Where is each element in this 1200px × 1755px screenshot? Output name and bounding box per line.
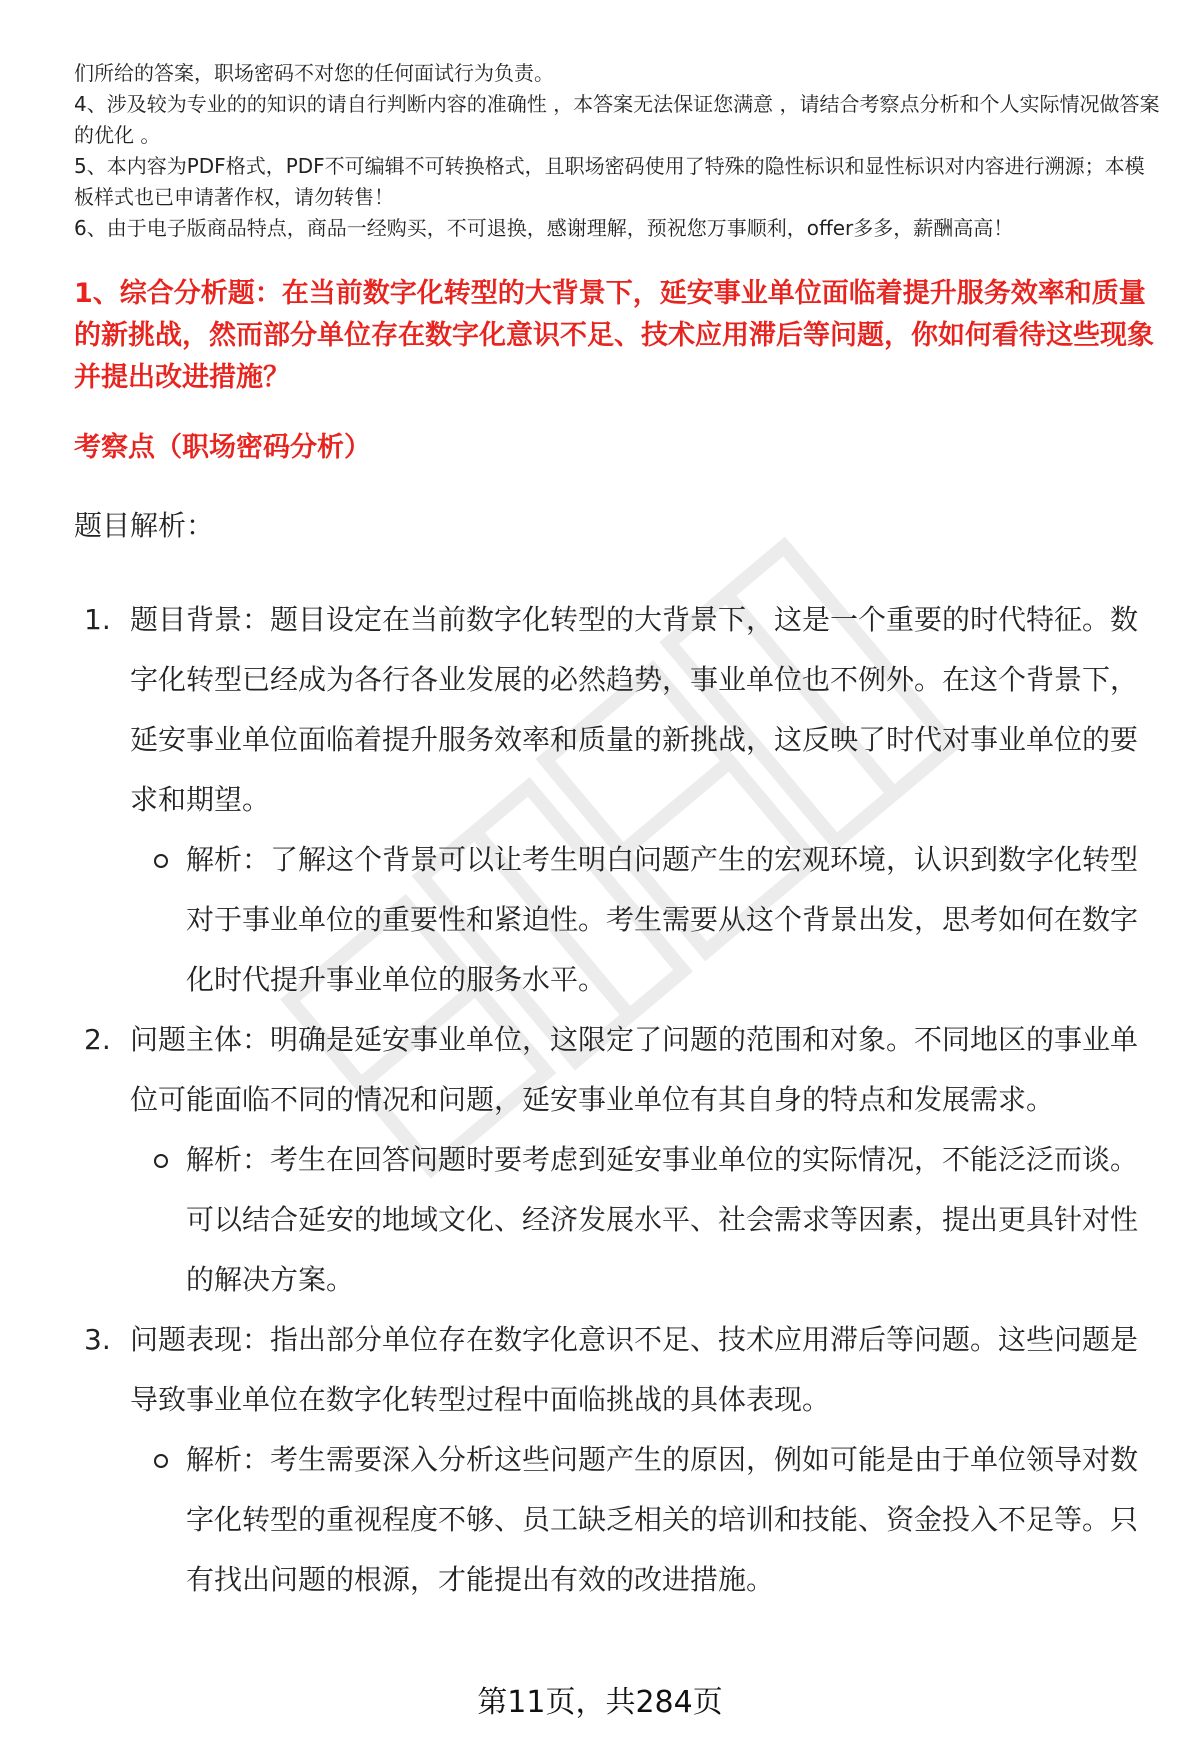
list-item-text: 题目背景：题目设定在当前数字化转型的大背景下，这是一个重要的时代特征。数字化转型已经成为各行各业发展的必然趋势，事业单位也不例外。在这个背景下，延安事业单位面临着提升服务效率和质量的新挑战，这反映了时代对事业单位的要求和期望。 <box>130 603 1139 816</box>
list-item-number: 1. <box>84 603 111 636</box>
list-item-text: 问题主体：明确是延安事业单位，这限定了问题的范围和对象。不同地区的事业单位可能面临不同的情况和问题，延安事业单位有其自身的特点和发展需求。 <box>130 1023 1139 1116</box>
analysis-heading: 题目解析： <box>74 509 215 542</box>
notes-block <box>74 58 1164 244</box>
circle-bullet-icon <box>154 1154 168 1168</box>
sub-item-text: 解析：考生在回答问题时要考虑到延安事业单位的实际情况，不能泛泛而谈。可以结合延安的地域文化、经济发展水平、社会需求等因素，提出更具针对性的解决方案。 <box>186 1143 1139 1296</box>
sub-item <box>130 1430 1154 1610</box>
exam-point-heading: 考察点（职场密码分析） <box>74 432 371 463</box>
circle-bullet-icon <box>154 854 168 868</box>
analysis-list <box>74 590 1154 1610</box>
note-line: 5、本内容为PDF格式，PDF不可编辑不可转换格式，且职场密码使用了特殊的隐性标识和显性标识对内容进行溯源；本模板样式也已申请著作权，请勿转售！ <box>74 154 1145 209</box>
question-heading: 1、综合分析题：在当前数字化转型的大背景下，延安事业单位面临着提升服务效率和质量的新挑战，然而部分单位存在数字化意识不足、技术应用滞后等问题，你如何看待这些现象并提出改进措施？ <box>74 278 1154 393</box>
circle-bullet-icon <box>154 1454 168 1468</box>
list-item <box>74 1310 1154 1610</box>
list-item-number: 2. <box>84 1023 111 1056</box>
sub-item <box>130 830 1154 1010</box>
note-line: 4、涉及较为专业的的知识的请自行判断内容的准确性 ，本答案无法保证您满意 ，请结合考察点分析和个人实际情况做答案的优化 。 <box>74 92 1160 147</box>
sub-item <box>130 1130 1154 1310</box>
sub-item-text: 解析：了解这个背景可以让考生明白问题产生的宏观环境，认识到数字化转型对于事业单位的重要性和紧迫性。考生需要从这个背景出发，思考如何在数字化时代提升事业单位的服务水平。 <box>186 843 1139 996</box>
list-item <box>74 1010 1154 1310</box>
sub-item-text: 解析：考生需要深入分析这些问题产生的原因，例如可能是由于单位领导对数字化转型的重视程度不够、员工缺乏相关的培训和技能、资金投入不足等。只有找出问题的根源，才能提出有效的改进措施。 <box>186 1443 1139 1596</box>
list-item-text: 问题表现：指出部分单位存在数字化意识不足、技术应用滞后等问题。这些问题是导致事业单位在数字化转型过程中面临挑战的具体表现。 <box>130 1323 1139 1416</box>
note-line: 6、由于电子版商品特点，商品一经购买，不可退换，感谢理解，预祝您万事顺利，offer多多，薪酬高高！ <box>74 216 1014 240</box>
page-footer: 第11页，共284页 <box>477 1685 723 1720</box>
list-item-number: 3. <box>84 1323 111 1356</box>
note-line: 们所给的答案，职场密码不对您的任何面试行为负责。 <box>74 61 554 85</box>
list-item <box>74 590 1154 1010</box>
